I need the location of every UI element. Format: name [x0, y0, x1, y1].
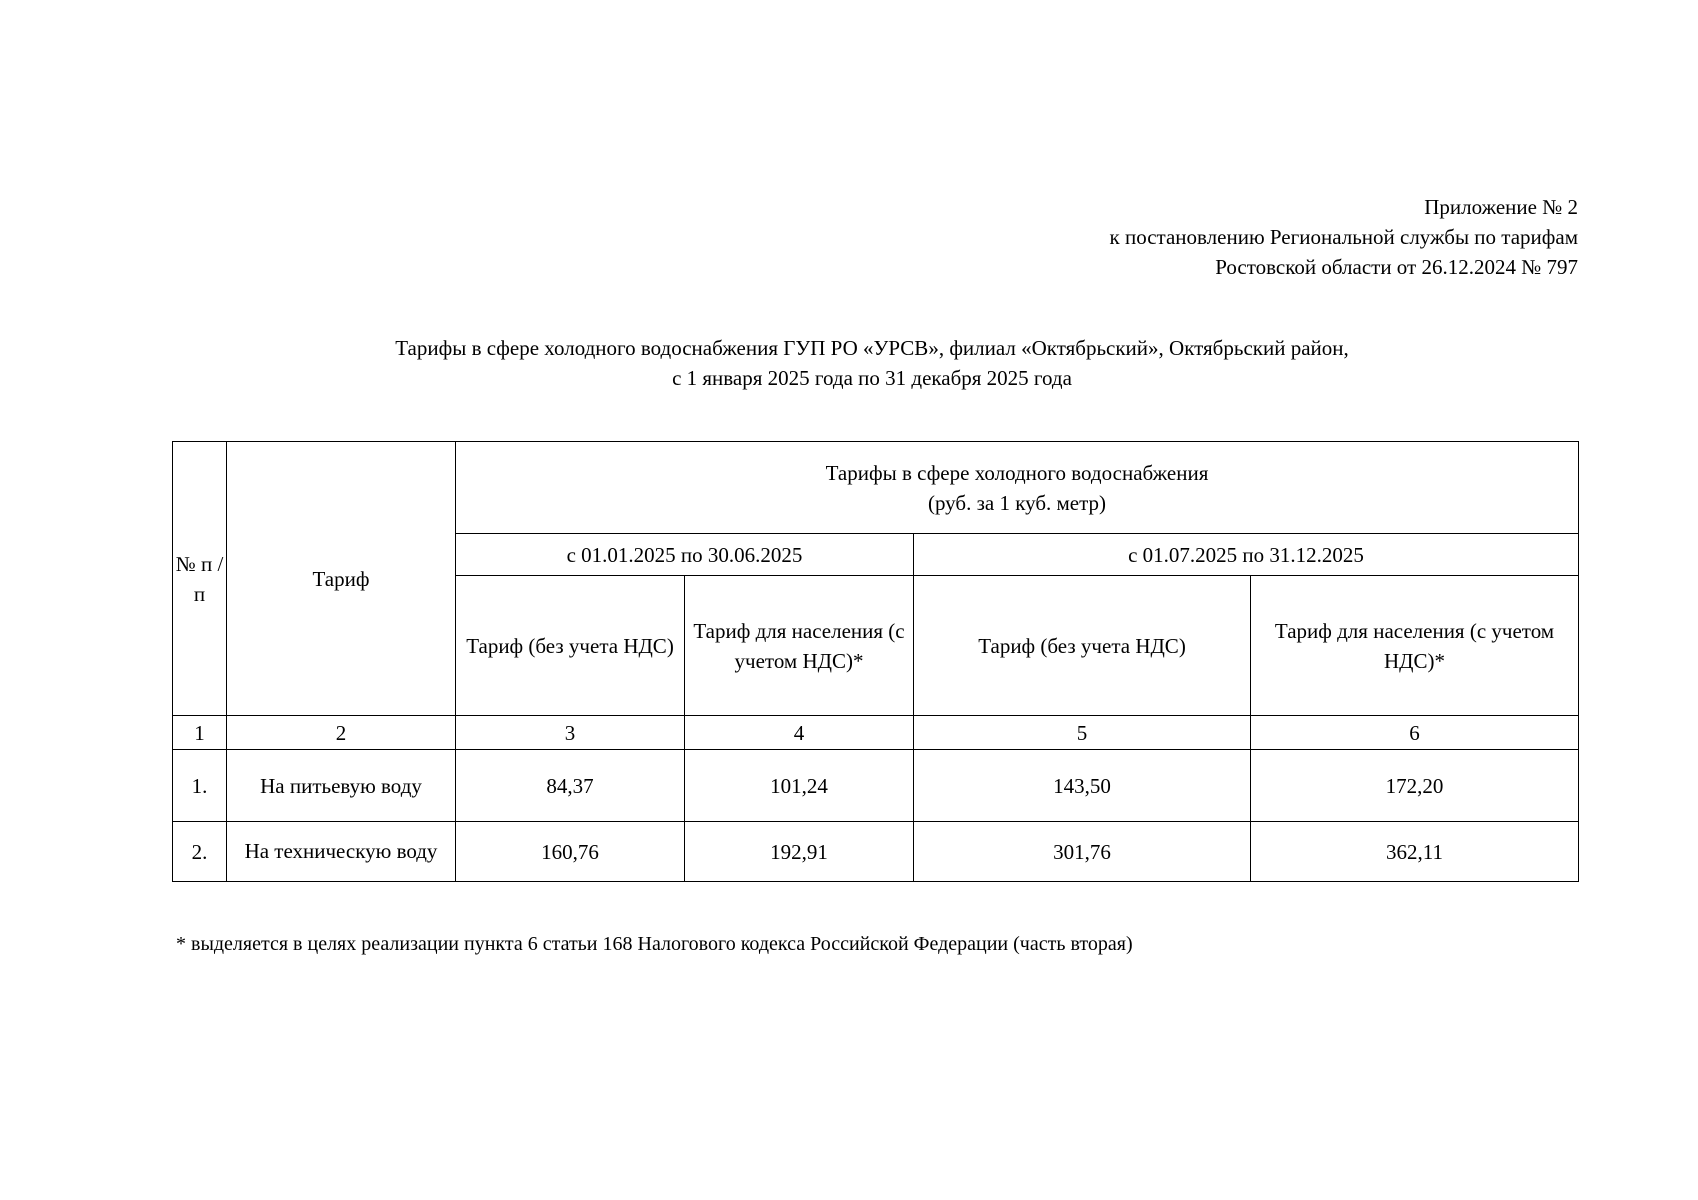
header-group [456, 442, 1579, 534]
title-line-1: Тарифы в сфере холодного водоснабжения ГУП РО «УРСВ», филиал «Октябрьский», Октябрьский район, [395, 336, 1349, 360]
appendix-line-3: Ростовской области от 26.12.2024 № 797 [1215, 255, 1578, 279]
header-p2-population: Тариф для населения (с учетом НДС)* [1251, 576, 1579, 716]
row-name: На питьевую воду [227, 750, 456, 822]
row-name: На техническую воду [227, 822, 456, 882]
column-number: 6 [1251, 716, 1579, 750]
header-p1-population: Тариф для населения (с учетом НДС)* [685, 576, 914, 716]
header-p2-no-vat: Тариф (без учета НДС) [914, 576, 1251, 716]
row-p1-no-vat: 160,76 [456, 822, 685, 882]
header-group-line-1: Тарифы в сфере холодного водоснабжения [825, 460, 1209, 485]
title-line-2: с 1 января 2025 года по 31 декабря 2025 года [672, 366, 1072, 390]
column-number: 3 [456, 716, 685, 750]
row-num: 2. [173, 822, 227, 882]
header-num: № п /п [173, 442, 227, 716]
document-title [172, 333, 1572, 393]
column-number: 2 [227, 716, 456, 750]
header-tariff: Тариф [227, 442, 456, 716]
column-number: 1 [173, 716, 227, 750]
row-p2-population: 172,20 [1251, 750, 1579, 822]
header-period-2: с 01.07.2025 по 31.12.2025 [914, 534, 1579, 576]
row-p2-no-vat: 301,76 [914, 822, 1251, 882]
row-p2-population: 362,11 [1251, 822, 1579, 882]
column-number-row [173, 716, 1579, 750]
appendix-header [1110, 192, 1578, 282]
table-row [173, 750, 1579, 822]
appendix-line-2: к постановлению Региональной службы по тарифам [1109, 225, 1578, 249]
column-number: 4 [685, 716, 914, 750]
footnote: * выделяется в целях реализации пункта 6 статьи 168 Налогового кодекса Российской Федерации (часть вторая) [176, 933, 1133, 955]
column-number: 5 [914, 716, 1251, 750]
row-p2-no-vat: 143,50 [914, 750, 1251, 822]
appendix-line-1: Приложение № 2 [1424, 195, 1578, 219]
row-num: 1. [173, 750, 227, 822]
header-period-1: с 01.01.2025 по 30.06.2025 [456, 534, 914, 576]
row-p1-population: 101,24 [685, 750, 914, 822]
table-row [173, 822, 1579, 882]
header-group-line-2: (руб. за 1 куб. метр) [927, 490, 1107, 515]
header-p1-no-vat: Тариф (без учета НДС) [456, 576, 685, 716]
row-p1-no-vat: 84,37 [456, 750, 685, 822]
row-p1-population: 192,91 [685, 822, 914, 882]
tariff-table [172, 441, 1579, 882]
